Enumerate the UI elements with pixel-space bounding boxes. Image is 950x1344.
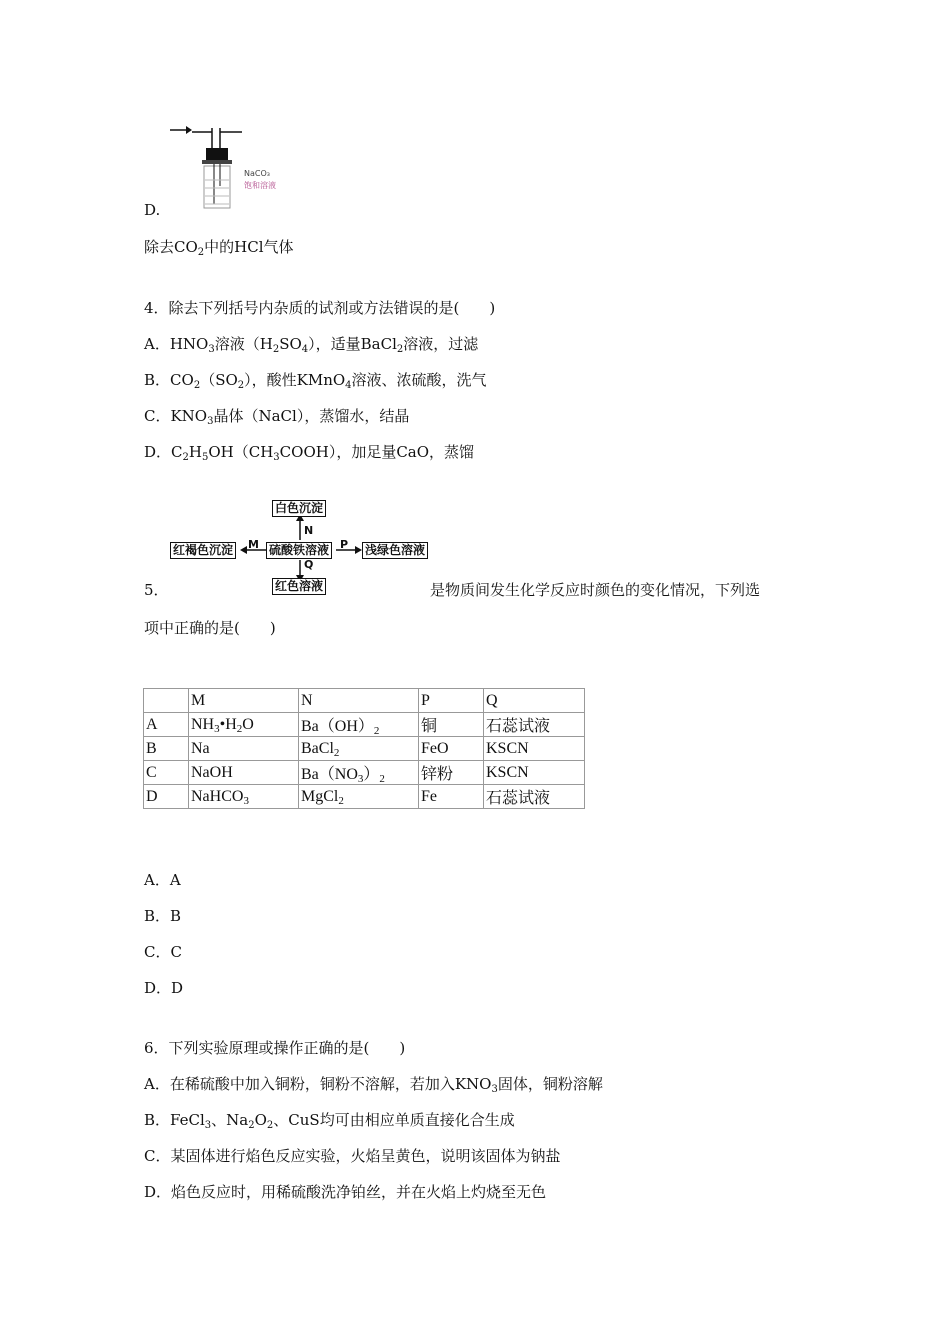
color-change-diagram: [170, 498, 440, 596]
table-cell: C: [144, 761, 189, 785]
q6-stem: 6．下列实验原理或操作正确的是( ): [144, 1039, 406, 1057]
gas-washing-apparatus-figure: [168, 124, 288, 216]
q6-option-b: B．FeCl$_3$、$Na_2O_2$、CuS均可由相应单质直接化合生成: [144, 1111, 515, 1131]
q6-option-a: A．在稀硫酸中加入铜粉，铜粉不溶解，若加入$KNO_3$固体，铜粉溶解: [144, 1075, 603, 1095]
table-cell: BaCl$_2$: [299, 737, 419, 761]
white-precipitate-box: 白色沉淀: [272, 500, 326, 517]
table-row: [144, 785, 585, 809]
q5-stem-line1: 是物质间发生化学反应时颜色的变化情况，下列选: [430, 581, 761, 599]
table-cell: KSCN: [484, 761, 585, 785]
fig-label-bottom: 饱和溶液: [244, 181, 276, 190]
q4-stem: 4．除去下列括号内杂质的试剂或方法错误的是( ): [144, 299, 496, 317]
light-green-solution-box: 浅绿色溶液: [362, 542, 428, 559]
table-row: [144, 737, 585, 761]
ferric-sulfate-solution-box: 硫酸铁溶液: [266, 542, 332, 559]
q6-option-d: D．焰色反应时，用稀硫酸洗净铂丝，并在火焰上灼烧至无色: [144, 1183, 547, 1201]
table-cell: 石蕊试液: [484, 785, 585, 809]
q5-choice-a: A．A: [144, 871, 181, 889]
q4-option-a: A．$HNO_3$溶液$(H_2SO_4)$，适量BaCl$_2$溶液，过滤: [144, 335, 479, 355]
q5-choice-b: B．B: [144, 907, 182, 925]
table-header-cell: M: [189, 689, 299, 713]
table-header-cell: Q: [484, 689, 585, 713]
table-cell: $Ba(NO_3)_2$: [299, 761, 419, 785]
table-header-cell: [144, 689, 189, 713]
table-cell: Na: [189, 737, 299, 761]
q5-choice-d: D．D: [144, 979, 184, 997]
table-header-cell: P: [419, 689, 484, 713]
table-cell: $NH_3•H_2O$: [189, 713, 299, 737]
arrow-label-m: M: [248, 538, 259, 551]
red-solution-box: 红色溶液: [272, 578, 326, 595]
table-cell: MgCl$_2$: [299, 785, 419, 809]
table-cell: 石蕊试液: [484, 713, 585, 737]
table-cell: Fe: [419, 785, 484, 809]
q3-option-d-caption: 除去$CO_2$中的HCl气体: [144, 238, 294, 258]
q5-choice-c: C．C: [144, 943, 182, 961]
q3-option-d-letter: D.: [144, 201, 161, 219]
q5-number: 5．: [144, 581, 169, 599]
table-row: [144, 713, 585, 737]
arrow-label-p: P: [340, 538, 349, 551]
table-header-cell: N: [299, 689, 419, 713]
table-cell: NaHCO$_3$: [189, 785, 299, 809]
apparatus-drawing: [168, 124, 288, 216]
table-cell: 铜: [419, 713, 484, 737]
q6-option-c: C．某固体进行焰色反应实验，火焰呈黄色，说明该固体为钠盐: [144, 1147, 561, 1165]
table-header-row: [144, 689, 585, 713]
red-brown-precipitate-box: 红褐色沉淀: [170, 542, 236, 559]
arrow-label-n: N: [304, 524, 314, 537]
q5-stem-line2: 项中正确的是( ): [144, 619, 276, 637]
fig-label-top: NaCO₃: [244, 169, 270, 178]
q4-option-c: C．$KNO_3$晶体（NaCl），蒸馏水，结晶: [144, 407, 410, 427]
table-cell: FeO: [419, 737, 484, 761]
table-cell: B: [144, 737, 189, 761]
q4-option-b: B．$CO_2(SO_2)$，酸性KMnO$_4$溶液、浓硫酸，洗气: [144, 371, 487, 391]
table-cell: A: [144, 713, 189, 737]
table-cell: 锌粉: [419, 761, 484, 785]
arrow-label-q: Q: [304, 558, 314, 571]
q4-option-d: D．$C_2H_5OH(CH_3COOH)$，加足量CaO，蒸馏: [144, 443, 475, 463]
table-row: [144, 761, 585, 785]
table-cell: KSCN: [484, 737, 585, 761]
q5-options-table: [143, 688, 585, 809]
table-cell: $Ba(OH)_2$: [299, 713, 419, 737]
table-cell: NaOH: [189, 761, 299, 785]
table-cell: D: [144, 785, 189, 809]
